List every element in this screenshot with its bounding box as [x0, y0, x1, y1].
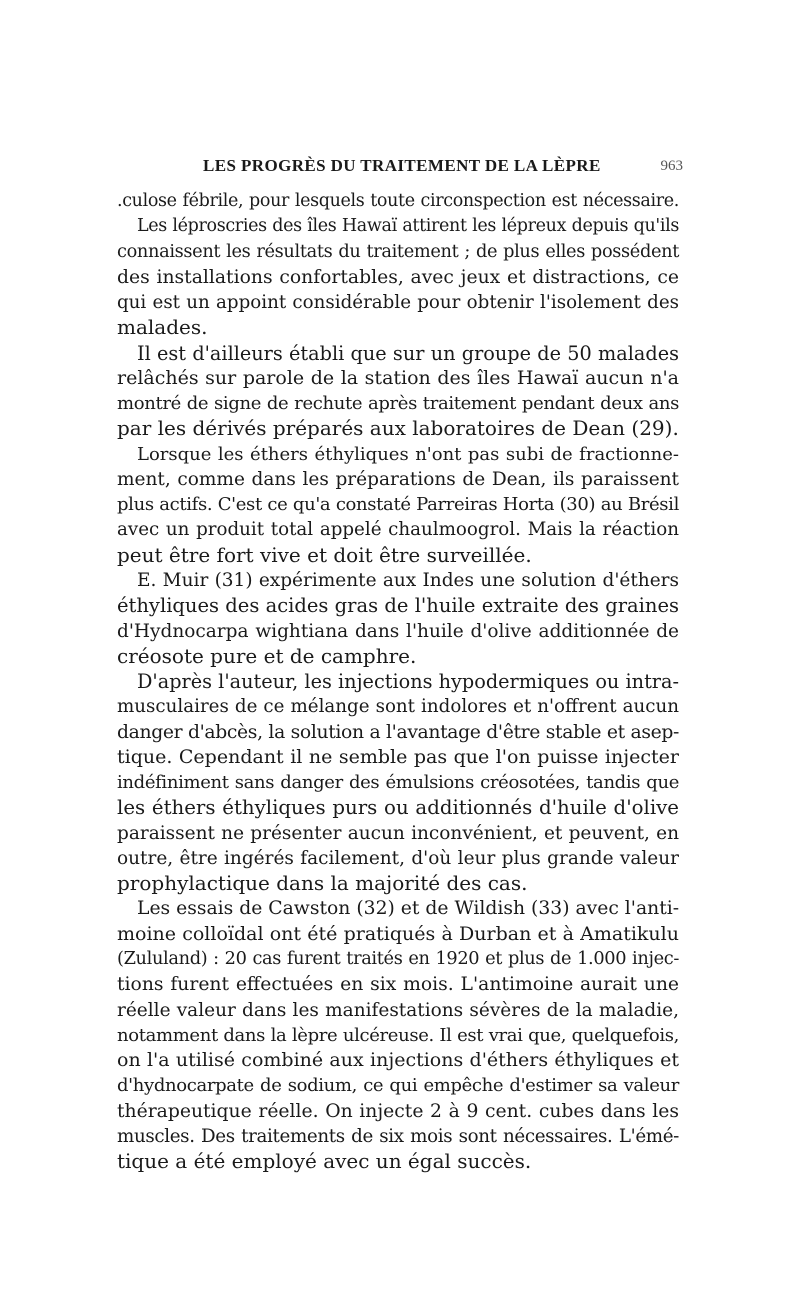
text-line: d'Hydnocarpa wightiana dans l'huile d'olive additionnée de — [117, 620, 679, 642]
text-line: outre, être ingérés facilement, d'où leur plus grande valeur — [117, 847, 679, 869]
text-line: des installations confortables, avec jeux et distractions, ce — [117, 266, 679, 288]
text-line: créosote pure et de camphre. — [117, 643, 417, 668]
text-line: Les essais de Cawston (32) et de Wildish (33) avec l'anti- — [137, 898, 680, 920]
text-line: Lorsque les éthers éthyliques n'ont pas subi de fractionne- — [137, 443, 679, 465]
text-line: ment, comme dans les préparations de Dean, ils paraissent — [117, 468, 679, 490]
text-line: connaissent les résultats du traitement ; de plus elles possédent — [117, 241, 679, 262]
text-line: éthyliques des acides gras de l'huile extraite des graines — [117, 594, 679, 618]
text-line: musculaires de ce mélange sont indolores et n'offrent aucun — [117, 696, 679, 718]
text-line: Il est d'ailleurs établi que sur un groupe de 50 malades — [137, 341, 679, 365]
page-number: 963 — [660, 158, 683, 174]
text-line: tique. Cependant il ne semble pas que l'on puisse injecter — [117, 745, 679, 768]
text-line: réelle valeur dans les manifestations sévères de la maladie, — [117, 999, 679, 1021]
text-line: avec un produit total appelé chaulmoogrol. Mais la réaction — [117, 519, 679, 541]
text-line: .culose fébrile, pour lesquels toute circonspection est nécessaire. — [117, 191, 679, 211]
text-line: d'hydnocarpate de sodium, ce qui empêche d'estimer sa valeur — [117, 1075, 679, 1097]
text-line: peut être fort vive et doit être surveillée. — [117, 542, 532, 567]
text-line: (Zululand) : 20 cas furent traités en 1920 et plus de 1.000 injec- — [117, 948, 679, 969]
text-line: muscles. Des traitements de six mois sont nécessaires. L'émé- — [117, 1125, 679, 1147]
body-text — [117, 189, 679, 1174]
text-line: montré de signe de rechute après traitement pendant deux ans — [117, 393, 679, 415]
page-header — [117, 156, 683, 182]
text-line: notamment dans la lèpre ulcéreuse. Il est vrai que, quelquefois, — [117, 1024, 679, 1046]
text-line: malades. — [117, 315, 208, 340]
text-line: tions furent effectuées en six mois. L'antimoine aurait une — [117, 974, 679, 996]
text-line: on l'a utilisé combiné aux injections d'éthers éthyliques et — [117, 1049, 679, 1072]
text-line: D'après l'auteur, les injections hypodermiques ou intra- — [137, 670, 679, 694]
text-line: relâchés sur parole de la station des îles Hawaï aucun n'a — [117, 366, 679, 389]
text-line: tique a été employé avec un égal succès. — [117, 1149, 532, 1174]
text-line: paraissent ne présenter aucun inconvénient, et peuvent, en — [117, 822, 679, 844]
text-line: qui est un appoint considérable pour obtenir l'isolement des — [117, 292, 679, 314]
running-title: LES PROGRÈS DU TRAITEMENT DE LA LÈPRE — [203, 156, 601, 175]
text-line: Les léproscries des îles Hawaï attirent les lépreux depuis qu'ils — [137, 216, 679, 237]
text-line: prophylactique dans la majorité des cas. — [117, 871, 528, 896]
text-line: plus actifs. C'est ce qu'a constaté Parreiras Horta (30) au Brésil — [117, 494, 679, 516]
text-line: danger d'abcès, la solution a l'avantage d'être stable et asep- — [117, 721, 679, 743]
text-line: indéfiniment sans danger des émulsions créosotées, tandis que — [117, 772, 679, 794]
text-line: par les dérivés préparés aux laboratoires de Dean (29). — [117, 416, 679, 441]
text-line: E. Muir (31) expérimente aux Indes une solution d'éthers — [137, 569, 679, 591]
text-line: moine colloïdal ont été pratiqués à Durban et à Amatikulu — [117, 922, 679, 945]
text-line: les éthers éthyliques purs ou additionnés d'huile d'olive — [117, 796, 679, 820]
text-line: thérapeutique réelle. On injecte 2 à 9 cent. cubes dans les — [117, 1100, 679, 1122]
